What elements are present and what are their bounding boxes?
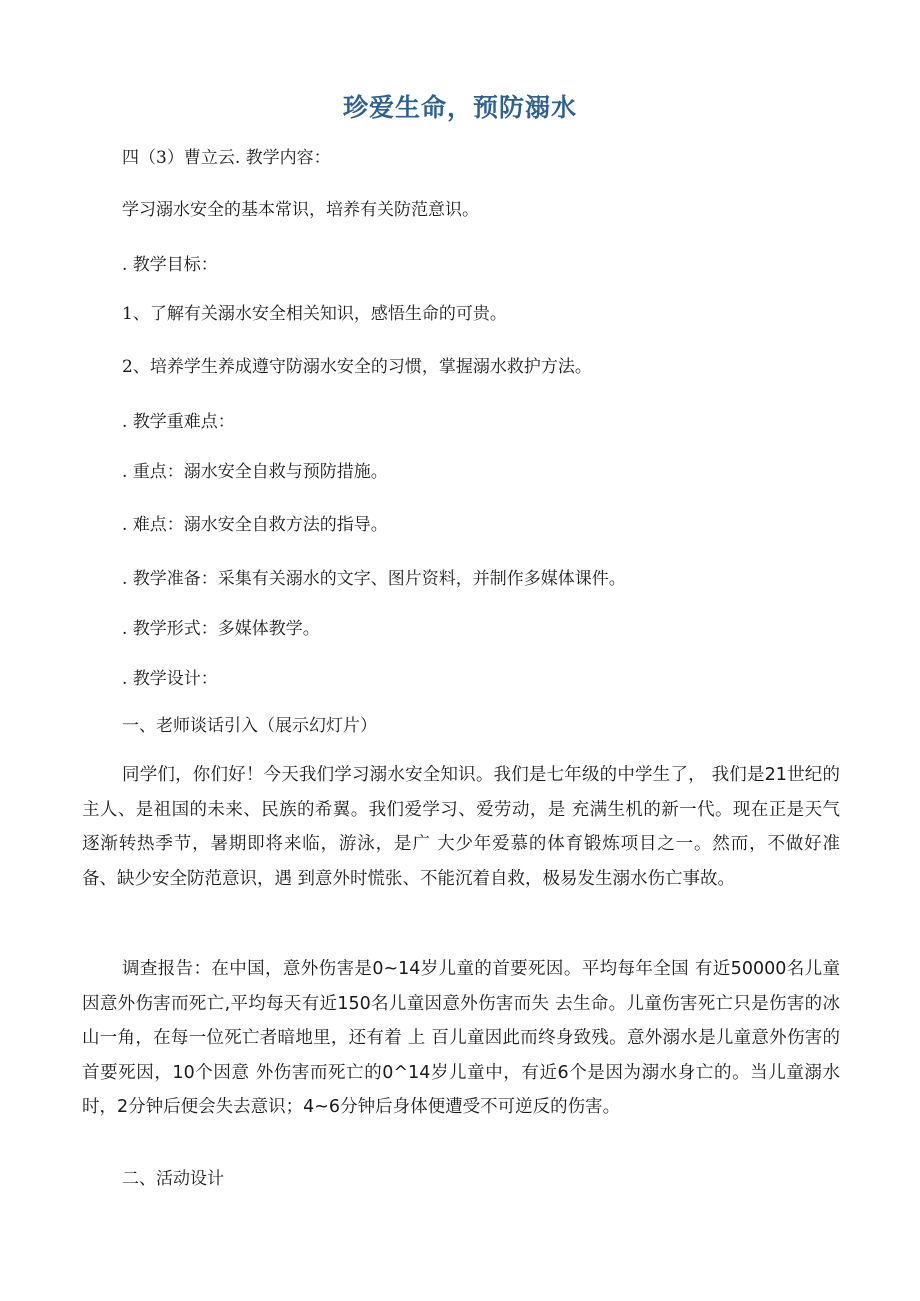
intro-paragraph: 同学们，你们好！今天我们学习溺水安全知识。我们是七年级的中学生了， 我们是21世纪的主人、是祖国的未来、民族的希翼。我们爱学习、爱劳动，是 充满生机的新一代。现在正是天气逐渐转热季节，暑期即将来临，游泳，是广 大少年爱慕的体育锻炼项目之一。然而，不做好准备、缺少安全防范意识，遇 到意外时慌张、不能沉着自救，极易发生溺水伤亡事故。 (82, 765, 840, 889)
objective-1: 1、了解有关溺水安全相关知识，感悟生命的可贵。 (122, 304, 507, 324)
teaching-design-heading: . 教学设计： (122, 669, 218, 689)
section-2-heading: 二、活动设计 (122, 1169, 224, 1189)
key-point: . 重点：溺水安全自救与预防措施。 (122, 462, 388, 482)
teaching-form: . 教学形式：多媒体教学。 (122, 619, 320, 639)
difficulty-point: . 难点：溺水安全自救方法的指导。 (122, 515, 388, 535)
objectives-heading: . 教学目标： (122, 255, 218, 275)
content-text: 学习溺水安全的基本常识，培养有关防范意识。 (122, 200, 479, 220)
author-and-content-heading: 四（3）曹立云. 教学内容： (122, 148, 331, 168)
preparation: . 教学准备：采集有关溺水的文字、图片资料，并制作多媒体课件。 (122, 569, 626, 589)
survey-paragraph: 调查报告：在中国，意外伤害是0~14岁儿童的首要死因。平均每年全国 有近50000名儿童因意外伤害而死亡,平均每天有近150名儿童因意外伤害而失 去生命。儿童伤害死亡只是伤害的冰山一角，在每一位死亡者暗地里，还有着 上 百儿童因此而终身致残。意外溺水是儿童意外伤害的首要死因，10个因意 外伤害而死亡的0^14岁儿童中，有近6个是因为溺水身亡的。当儿童溺水时，2分钟后便会失去意识；4~6分钟后身体便遭受不可逆反的伤害。 (82, 959, 840, 1117)
document-title: 珍爱生命，预防溺水 (342, 93, 577, 122)
section-1-heading: 一、老师谈话引入（展示幻灯片） (122, 716, 377, 736)
objective-2: 2、培养学生养成遵守防溺水安全的习惯，掌握溺水救护方法。 (122, 357, 592, 377)
key-difficulties-heading: . 教学重难点： (122, 412, 235, 432)
